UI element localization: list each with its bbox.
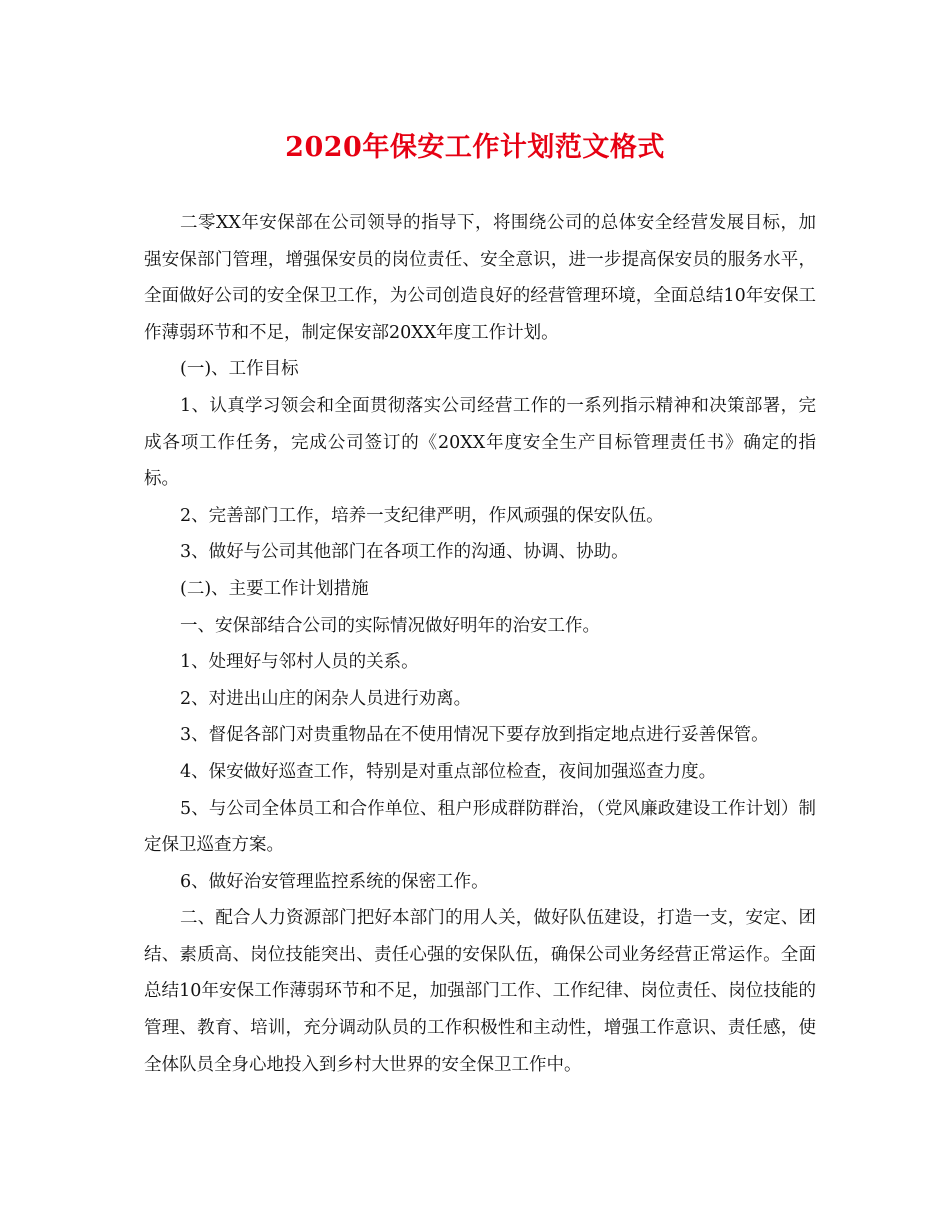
measure-item-5: 5、与公司全体员工和合作单位、租户形成群防群治，（党风廉政建设工作计划）制定保卫巡查方案。 [144,798,816,856]
document-title: 2020年保安工作计划范文格式 [285,132,665,163]
section-heading-measures: (二)、主要工作计划措施 [180,578,369,599]
measure-item-2: 2、对进出山庄的闲杂人员进行劝离。 [180,688,472,709]
goal-item-3: 3、做好与公司其他部门在各项工作的沟通、协调、协助。 [180,542,629,563]
measure-item-4: 4、保安做好巡查工作，特别是对重点部位检查，夜间加强巡查力度。 [180,761,717,782]
measure-item-3: 3、督促各部门对贵重物品在不使用情况下要存放到指定地点进行妥善保管。 [180,725,769,746]
intro-paragraph: 二零XX年安保部在公司领导的指导下，将围绕公司的总体安全经营发展目标，加强安保部门管理，增强保安员的岗位责任、安全意识，进一步提高保安员的服务水平，全面做好公司的安全保卫工作，为公司创造良好的经营管理环境，全面总结10年安保工作薄弱环节和不足，制定保安部20XX年度工作计划。 [144,213,816,343]
measure-heading-1: 一、安保部结合公司的实际情况做好明年的治安工作。 [180,615,600,636]
document-body [144,205,816,1083]
measure-item-1: 1、处理好与邻村人员的关系。 [180,652,419,673]
goal-item-1: 1、认真学习领会和全面贯彻落实公司经营工作的一系列指示精神和决策部署，完成各项工作任务，完成公司签订的《20XX年度安全生产目标管理责任书》确定的指标。 [144,395,816,490]
measure-heading-2: 二、配合人力资源部门把好本部门的用人关，做好队伍建设，打造一支，安定、团结、素质高、岗位技能突出、责任心强的安保队伍，确保公司业务经营正常运作。全面总结10年安保工作薄弱环节和不足，加强部门工作、工作纪律、岗位责任、岗位技能的管理、教育、培训，充分调动队员的工作积极性和主动性，增强工作意识、责任感，使全体队员全身心地投入到乡村大世界的安全保卫工作中。 [144,908,816,1075]
goal-item-2: 2、完善部门工作，培养一支纪律严明，作风顽强的保安队伍。 [180,505,664,526]
measure-item-6: 6、做好治安管理监控系统的保密工作。 [180,871,489,892]
section-heading-goals: (一)、工作目标 [180,359,299,380]
